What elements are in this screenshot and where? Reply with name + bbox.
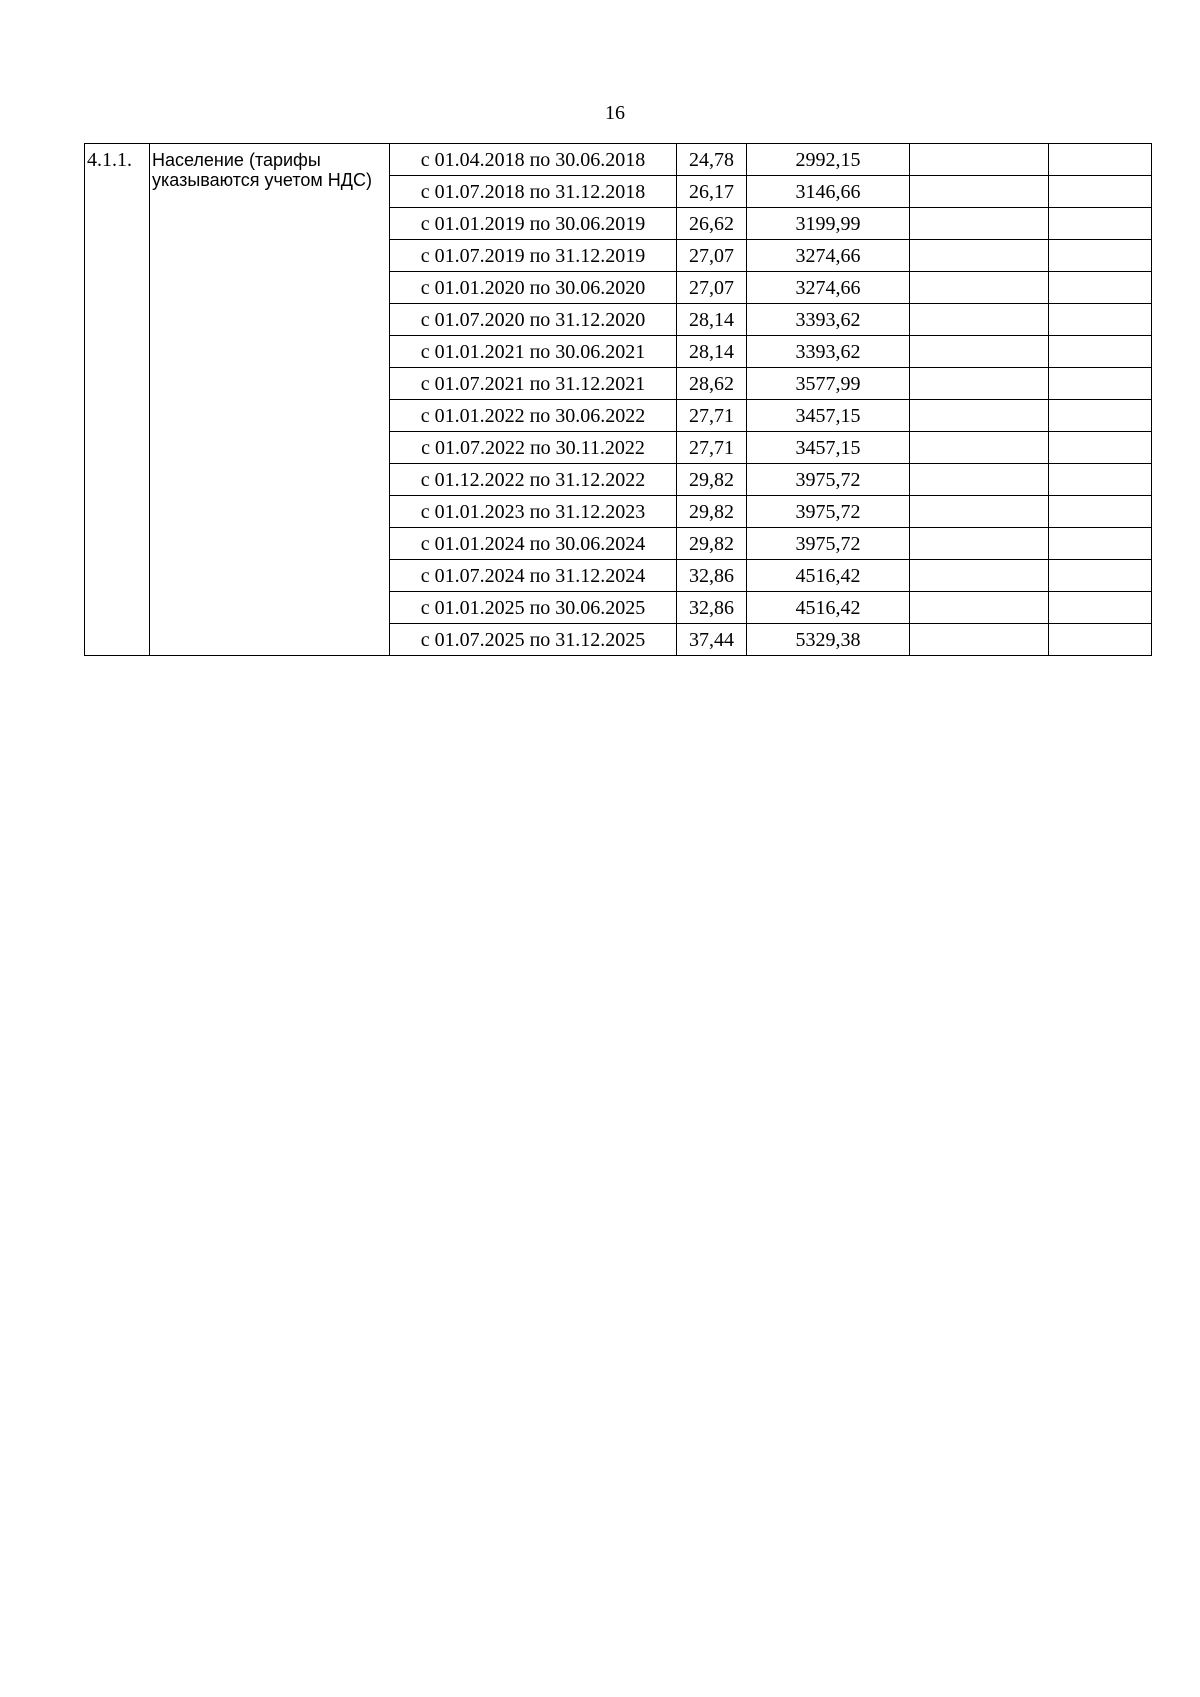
empty-cell xyxy=(1049,528,1152,560)
table-row xyxy=(85,144,1152,176)
empty-cell xyxy=(1049,240,1152,272)
value1-cell: 29,82 xyxy=(677,496,747,528)
value2-cell: 4516,42 xyxy=(747,560,910,592)
period-cell: с 01.01.2022 по 30.06.2022 xyxy=(390,400,677,432)
empty-cell xyxy=(910,272,1049,304)
tariff-table xyxy=(84,143,1152,656)
value2-cell: 3975,72 xyxy=(747,496,910,528)
empty-cell xyxy=(1049,464,1152,496)
empty-cell xyxy=(1049,144,1152,176)
period-cell: с 01.07.2018 по 31.12.2018 xyxy=(390,176,677,208)
value2-cell: 3577,99 xyxy=(747,368,910,400)
value1-cell: 28,14 xyxy=(677,304,747,336)
period-cell: с 01.12.2022 по 31.12.2022 xyxy=(390,464,677,496)
period-cell: с 01.01.2023 по 31.12.2023 xyxy=(390,496,677,528)
empty-cell xyxy=(1049,400,1152,432)
value1-cell: 27,71 xyxy=(677,400,747,432)
empty-cell xyxy=(910,368,1049,400)
value1-cell: 27,07 xyxy=(677,272,747,304)
value1-cell: 32,86 xyxy=(677,560,747,592)
value2-cell: 3393,62 xyxy=(747,304,910,336)
value2-cell: 3975,72 xyxy=(747,528,910,560)
tariff-table-body xyxy=(85,144,1152,656)
value1-cell: 27,07 xyxy=(677,240,747,272)
empty-cell xyxy=(910,144,1049,176)
empty-cell xyxy=(910,560,1049,592)
empty-cell xyxy=(1049,368,1152,400)
empty-cell xyxy=(910,432,1049,464)
value1-cell: 27,71 xyxy=(677,432,747,464)
period-cell: с 01.01.2024 по 30.06.2024 xyxy=(390,528,677,560)
period-cell: с 01.07.2024 по 31.12.2024 xyxy=(390,560,677,592)
value2-cell: 4516,42 xyxy=(747,592,910,624)
value1-cell: 24,78 xyxy=(677,144,747,176)
page-number: 16 xyxy=(605,102,625,124)
value1-cell: 29,82 xyxy=(677,528,747,560)
value1-cell: 26,17 xyxy=(677,176,747,208)
period-cell: с 01.04.2018 по 30.06.2018 xyxy=(390,144,677,176)
value1-cell: 32,86 xyxy=(677,592,747,624)
value2-cell: 3146,66 xyxy=(747,176,910,208)
empty-cell xyxy=(1049,560,1152,592)
empty-cell xyxy=(1049,272,1152,304)
empty-cell xyxy=(1049,432,1152,464)
empty-cell xyxy=(910,528,1049,560)
empty-cell xyxy=(910,336,1049,368)
value2-cell: 3199,99 xyxy=(747,208,910,240)
empty-cell xyxy=(910,400,1049,432)
empty-cell xyxy=(1049,304,1152,336)
value1-cell: 26,62 xyxy=(677,208,747,240)
period-cell: с 01.01.2025 по 30.06.2025 xyxy=(390,592,677,624)
value1-cell: 37,44 xyxy=(677,624,747,656)
period-cell: с 01.01.2021 по 30.06.2021 xyxy=(390,336,677,368)
empty-cell xyxy=(1049,496,1152,528)
value2-cell: 3274,66 xyxy=(747,240,910,272)
value2-cell: 3457,15 xyxy=(747,400,910,432)
empty-cell xyxy=(1049,176,1152,208)
period-cell: с 01.07.2022 по 30.11.2022 xyxy=(390,432,677,464)
period-cell: с 01.07.2019 по 31.12.2019 xyxy=(390,240,677,272)
empty-cell xyxy=(910,240,1049,272)
empty-cell xyxy=(1049,624,1152,656)
period-cell: с 01.07.2020 по 31.12.2020 xyxy=(390,304,677,336)
empty-cell xyxy=(1049,208,1152,240)
empty-cell xyxy=(1049,592,1152,624)
value1-cell: 29,82 xyxy=(677,464,747,496)
period-cell: с 01.07.2021 по 31.12.2021 xyxy=(390,368,677,400)
section-number-cell: 4.1.1. xyxy=(85,144,150,656)
empty-cell xyxy=(910,176,1049,208)
empty-cell xyxy=(910,464,1049,496)
value2-cell: 3457,15 xyxy=(747,432,910,464)
period-cell: с 01.01.2019 по 30.06.2019 xyxy=(390,208,677,240)
value2-cell: 3975,72 xyxy=(747,464,910,496)
empty-cell xyxy=(910,208,1049,240)
value1-cell: 28,62 xyxy=(677,368,747,400)
value2-cell: 5329,38 xyxy=(747,624,910,656)
empty-cell xyxy=(910,624,1049,656)
empty-cell xyxy=(910,304,1049,336)
value1-cell: 28,14 xyxy=(677,336,747,368)
period-cell: с 01.01.2020 по 30.06.2020 xyxy=(390,272,677,304)
value2-cell: 3393,62 xyxy=(747,336,910,368)
empty-cell xyxy=(910,496,1049,528)
category-cell: Население (тарифы указываются учетом НДС) xyxy=(150,144,390,656)
empty-cell xyxy=(910,592,1049,624)
value2-cell: 2992,15 xyxy=(747,144,910,176)
value2-cell: 3274,66 xyxy=(747,272,910,304)
empty-cell xyxy=(1049,336,1152,368)
period-cell: с 01.07.2025 по 31.12.2025 xyxy=(390,624,677,656)
